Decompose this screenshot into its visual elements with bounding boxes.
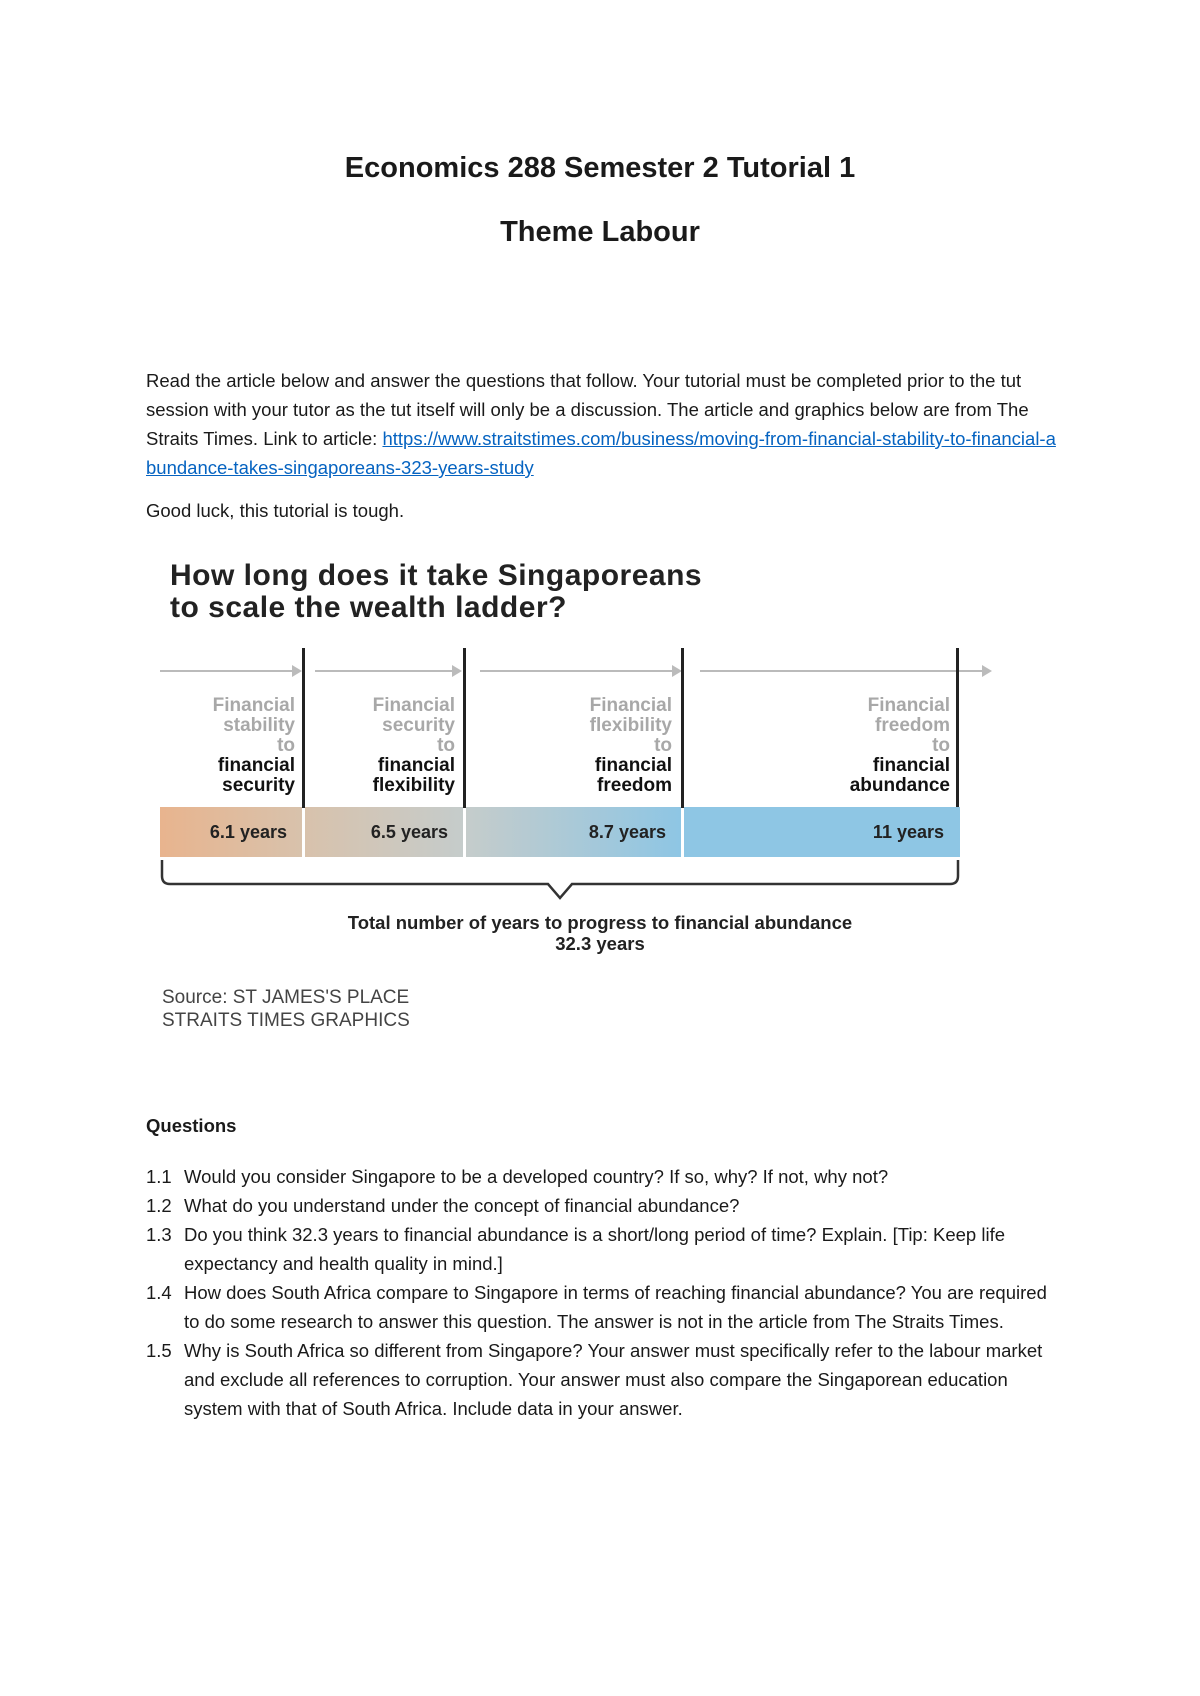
page-title: Economics 288 Semester 2 Tutorial 1	[344, 152, 856, 184]
stage-from: stability	[223, 715, 295, 736]
question-number: 1.2	[146, 1195, 172, 1216]
question-item	[146, 1336, 1066, 1423]
question-number: 1.3	[146, 1224, 172, 1245]
stage-from: security	[382, 715, 455, 736]
duration-label-3: 8.7 years	[588, 822, 666, 842]
stage-label-1	[160, 696, 295, 796]
arrow-icon	[160, 670, 300, 672]
questions-heading: Questions	[146, 1115, 237, 1136]
wealth-ladder-infographic	[150, 548, 1050, 1038]
stage-from: Financial	[212, 695, 295, 716]
stage-from: Financial	[867, 695, 950, 716]
stage-to: financial	[594, 755, 672, 776]
article-link[interactable]: https://www.straitstimes.com/business/moving-from-financial-stability-to-financial-abundance-takes-singaporeans-323-years-study	[146, 428, 1056, 478]
total-brace	[160, 858, 1040, 908]
stage-from: freedom	[875, 715, 950, 736]
stage-divider	[463, 648, 466, 808]
duration-label-4: 11 years	[872, 822, 944, 842]
stage-to-word: to	[654, 735, 672, 756]
page-subtitle: Theme Labour	[500, 216, 700, 248]
stage-to: financial	[377, 755, 455, 776]
intro-paragraph	[146, 366, 1066, 482]
questions-list	[146, 1162, 1066, 1423]
source-credit	[162, 986, 410, 1032]
question-text: Would you consider Singapore to be a developed country? If so, why? If not, why not?	[184, 1166, 889, 1187]
stage-from: flexibility	[589, 715, 672, 736]
total-summary	[150, 912, 1050, 954]
infographic-title-line2: to scale the wealth ladder?	[170, 591, 567, 624]
stage-to: financial	[217, 755, 295, 776]
infographic-title	[170, 560, 702, 624]
stage-to: financial	[872, 755, 950, 776]
stage-to: security	[222, 775, 295, 796]
source-line-2: STRAITS TIMES GRAPHICS	[162, 1010, 410, 1031]
stage-to-word: to	[437, 735, 455, 756]
question-text: Do you think 32.3 years to financial abundance is a short/long period of time? Explain. [Tip: Keep life expectancy and health quality in mind.]	[184, 1224, 1005, 1274]
total-value: 32.3 years	[555, 933, 645, 954]
question-text: Why is South Africa so different from Singapore? Your answer must specifically refer to the labour market and exclude all references to corruption. Your answer must also compare the Singaporean education system with that of South Africa. Include data in your answer.	[184, 1340, 1043, 1419]
stage-to-word: to	[277, 735, 295, 756]
stage-label-2	[310, 696, 455, 796]
duration-label-1: 6.1 years	[209, 822, 287, 842]
question-number: 1.5	[146, 1340, 172, 1361]
good-luck-text: Good luck, this tutorial is tough.	[146, 500, 405, 521]
question-number: 1.1	[146, 1166, 172, 1187]
question-item	[146, 1191, 1066, 1220]
arrow-icon	[700, 670, 990, 672]
infographic-title-line1: How long does it take Singaporeans	[170, 559, 703, 592]
stage-to: abundance	[849, 775, 950, 796]
stage-label-3	[480, 696, 672, 796]
stage-label-4	[700, 696, 950, 796]
stage-to: freedom	[597, 775, 672, 796]
question-item	[146, 1162, 1066, 1191]
source-line-1: Source: ST JAMES'S PLACE	[162, 987, 410, 1008]
duration-label-2: 6.5 years	[370, 822, 448, 842]
stage-from: Financial	[589, 695, 672, 716]
question-item	[146, 1278, 1066, 1336]
intro-text: Read the article below and answer the questions that follow. Your tutorial must be completed prior to the tut session with your tutor as the tut itself will only be a discussion. The article and graphics below are from The Straits Times. Link to article:	[146, 370, 1029, 449]
stage-divider	[302, 648, 305, 808]
arrow-icon	[315, 670, 460, 672]
stage-divider	[681, 648, 684, 808]
stage-to: flexibility	[372, 775, 455, 796]
question-text: How does South Africa compare to Singapore in terms of reaching financial abundance? You are required to do some research to answer this question. The answer is not in the article from The Straits Times.	[184, 1282, 1047, 1332]
stage-to-word: to	[932, 735, 950, 756]
total-label: Total number of years to progress to financial abundance	[347, 912, 853, 933]
question-item	[146, 1220, 1066, 1278]
stage-from: Financial	[372, 695, 455, 716]
question-text: What do you understand under the concept of financial abundance?	[184, 1195, 740, 1216]
arrow-icon	[480, 670, 680, 672]
stage-divider	[956, 648, 959, 808]
question-number: 1.4	[146, 1282, 172, 1303]
